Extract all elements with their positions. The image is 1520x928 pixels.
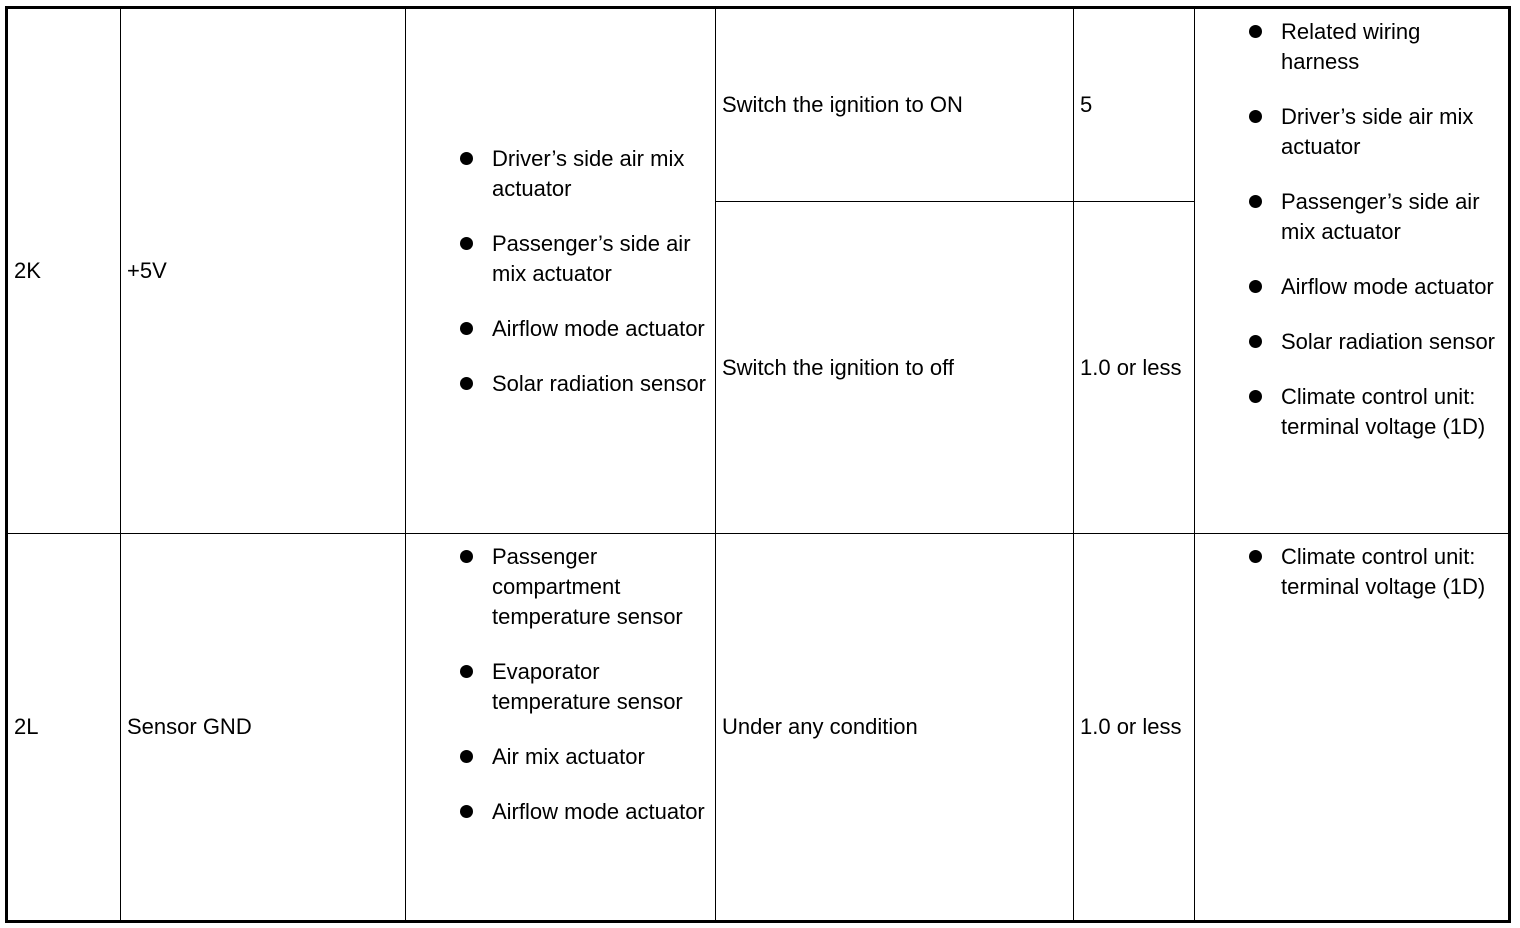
list-item: Passenger’s side air mix actuator bbox=[492, 229, 709, 289]
check-items-cell bbox=[1195, 534, 1510, 922]
list-item: Passenger compartment temperature sensor bbox=[492, 542, 709, 632]
bullet-icon bbox=[1249, 280, 1262, 293]
connected-components-cell bbox=[406, 8, 716, 534]
voltage-value-cell: 5 bbox=[1074, 8, 1195, 202]
signal-cell: +5V bbox=[121, 8, 406, 534]
bullet-icon bbox=[1249, 335, 1262, 348]
list-item: Solar radiation sensor bbox=[492, 369, 709, 399]
bullet-icon bbox=[1249, 550, 1262, 563]
terminal-cell: 2K bbox=[7, 8, 121, 534]
bullet-icon bbox=[460, 322, 473, 335]
bullet-icon bbox=[1249, 110, 1262, 123]
list-item: Airflow mode actuator bbox=[1281, 272, 1502, 302]
condition-cell: Under any condition bbox=[716, 534, 1074, 922]
list-item: Climate control unit: terminal voltage (1D) bbox=[1281, 542, 1502, 602]
list-item: Driver’s side air mix actuator bbox=[1281, 102, 1502, 162]
voltage-value-cell: 1.0 or less bbox=[1074, 202, 1195, 534]
voltage-value-cell: 1.0 or less bbox=[1074, 534, 1195, 922]
bullet-icon bbox=[1249, 390, 1262, 403]
list-item: Air mix actuator bbox=[492, 742, 709, 772]
list-item: Airflow mode actuator bbox=[492, 797, 709, 827]
bullet-icon bbox=[460, 152, 473, 165]
table-row bbox=[7, 534, 1510, 922]
condition-cell: Switch the ignition to ON bbox=[716, 8, 1074, 202]
bullet-icon bbox=[460, 665, 473, 678]
bullet-icon bbox=[1249, 195, 1262, 208]
check-items-cell bbox=[1195, 8, 1510, 534]
check-items-list bbox=[1201, 17, 1502, 442]
condition-cell: Switch the ignition to off bbox=[716, 202, 1074, 534]
connected-components-list bbox=[412, 144, 709, 399]
list-item: Solar radiation sensor bbox=[1281, 327, 1502, 357]
connected-components-list bbox=[412, 542, 709, 827]
bullet-icon bbox=[1249, 25, 1262, 38]
bullet-icon bbox=[460, 805, 473, 818]
list-item: Airflow mode actuator bbox=[492, 314, 709, 344]
connected-components-cell bbox=[406, 534, 716, 922]
signal-cell: Sensor GND bbox=[121, 534, 406, 922]
bullet-icon bbox=[460, 237, 473, 250]
terminal-voltage-table bbox=[5, 6, 1511, 923]
check-items-list bbox=[1201, 542, 1502, 602]
bullet-icon bbox=[460, 550, 473, 563]
terminal-cell: 2L bbox=[7, 534, 121, 922]
table-row bbox=[7, 8, 1510, 202]
list-item: Evaporator temperature sensor bbox=[492, 657, 709, 717]
list-item: Climate control unit: terminal voltage (1D) bbox=[1281, 382, 1502, 442]
list-item: Passenger’s side air mix actuator bbox=[1281, 187, 1502, 247]
list-item: Driver’s side air mix actuator bbox=[492, 144, 709, 204]
bullet-icon bbox=[460, 750, 473, 763]
bullet-icon bbox=[460, 377, 473, 390]
list-item: Related wiring harness bbox=[1281, 17, 1502, 77]
